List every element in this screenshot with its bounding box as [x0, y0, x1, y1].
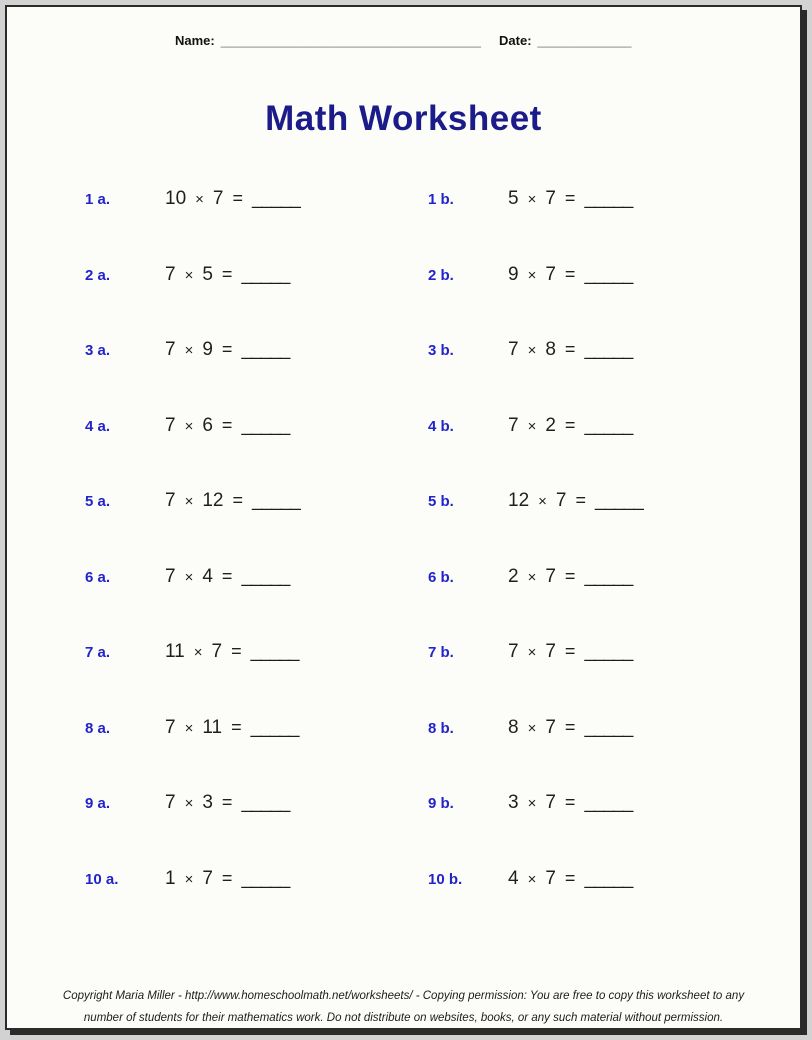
- multiply-icon: ×: [527, 795, 537, 812]
- factor-left: 7: [508, 641, 519, 662]
- answer-blank: _____: [241, 263, 290, 285]
- problem-cell: [428, 338, 800, 414]
- equals-sign: =: [221, 565, 233, 586]
- factor-left: 3: [508, 792, 519, 813]
- problem-cell: [428, 414, 800, 490]
- factor-right: 7: [545, 641, 556, 662]
- equals-sign: =: [564, 641, 576, 661]
- multiply-icon: ×: [184, 568, 194, 586]
- problem-cell: [428, 565, 800, 641]
- equals-sign: =: [221, 263, 233, 284]
- footer: [7, 985, 800, 1029]
- equals-sign: =: [232, 490, 243, 510]
- factor-right: 8: [545, 339, 556, 360]
- answer-blank: _____: [241, 565, 290, 587]
- problem-expression: [508, 187, 632, 211]
- answer-blank: _____: [584, 188, 633, 209]
- answer-blank: _____: [250, 641, 299, 662]
- answer-blank: _____: [241, 792, 290, 813]
- name-label: Name:: [175, 33, 215, 48]
- problem-cell: [428, 867, 800, 943]
- problem-cell: [85, 716, 428, 792]
- problem-expression: [165, 338, 289, 362]
- factor-left: 8: [508, 716, 519, 738]
- equals-sign: =: [231, 716, 242, 737]
- factor-right: 7: [545, 565, 556, 587]
- answer-blank: _____: [584, 414, 633, 436]
- problem-expression: [165, 867, 289, 891]
- problem-label: 9 a.: [85, 795, 111, 812]
- equals-sign: =: [221, 339, 233, 359]
- multiply-icon: ×: [184, 342, 194, 359]
- problem-label: 7 a.: [85, 644, 111, 661]
- factor-left: 1: [165, 867, 176, 889]
- problem-expression: [165, 640, 298, 664]
- equals-sign: =: [564, 263, 576, 284]
- problem-expression: [165, 716, 298, 740]
- factor-left: 7: [165, 414, 176, 436]
- problem-expression: [508, 716, 632, 740]
- multiply-icon: ×: [527, 870, 537, 888]
- factor-right: 6: [202, 414, 213, 436]
- factor-right: 2: [545, 414, 556, 436]
- problem-cell: [85, 867, 428, 943]
- multiply-icon: ×: [184, 266, 194, 284]
- problem-label: 5 a.: [85, 493, 111, 510]
- problem-label: 4 a.: [85, 417, 111, 435]
- factor-right: 3: [202, 792, 213, 813]
- multiply-icon: ×: [193, 644, 203, 661]
- problem-label: 10 b.: [428, 870, 463, 888]
- answer-blank: _____: [250, 716, 299, 738]
- factor-right: 11: [202, 716, 223, 738]
- multiply-icon: ×: [184, 870, 194, 888]
- problem-label: 1 b.: [428, 191, 454, 208]
- problem-expression: [508, 263, 632, 287]
- problem-label: 6 a.: [85, 568, 111, 586]
- problem-expression: [165, 791, 289, 815]
- problem-cell: [85, 791, 428, 867]
- problem-cell: [85, 489, 428, 565]
- factor-left: 4: [508, 867, 519, 889]
- answer-blank: _____: [241, 339, 290, 360]
- equals-sign: =: [564, 414, 576, 435]
- problem-expression: [508, 414, 632, 438]
- multiply-icon: ×: [527, 417, 537, 435]
- equals-sign: =: [564, 867, 576, 888]
- problem-expression: [165, 187, 300, 211]
- answer-blank: _____: [241, 414, 290, 436]
- problem-label: 2 b.: [428, 266, 454, 284]
- factor-right: 7: [545, 867, 556, 889]
- date-line: _____________: [537, 33, 632, 48]
- factor-left: 7: [165, 339, 176, 360]
- problem-label: 1 a.: [85, 191, 111, 208]
- answer-blank: _____: [252, 188, 300, 209]
- factor-right: 5: [202, 263, 213, 285]
- factor-left: 9: [508, 263, 519, 285]
- factor-right: 7: [545, 188, 556, 209]
- problems-grid: [85, 187, 800, 942]
- problem-cell: [428, 791, 800, 867]
- problem-cell: [428, 263, 800, 339]
- equals-sign: =: [564, 716, 576, 737]
- date-label: Date:: [499, 33, 532, 48]
- problem-label: 8 a.: [85, 719, 111, 737]
- multiply-icon: ×: [184, 493, 194, 510]
- factor-left: 7: [508, 339, 519, 360]
- equals-sign: =: [221, 414, 233, 435]
- factor-left: 7: [165, 792, 176, 813]
- problem-expression: [508, 338, 632, 362]
- answer-blank: _____: [584, 716, 633, 738]
- problem-expression: [508, 565, 632, 589]
- factor-left: 7: [165, 263, 176, 285]
- problem-cell: [85, 263, 428, 339]
- problem-cell: [428, 716, 800, 792]
- worksheet-page: [5, 5, 802, 1030]
- factor-right: 12: [202, 490, 224, 511]
- multiply-icon: ×: [527, 644, 537, 661]
- factor-right: 7: [545, 263, 556, 285]
- problem-expression: [508, 791, 632, 815]
- problem-label: 7 b.: [428, 644, 454, 661]
- problem-expression: [508, 640, 632, 664]
- factor-right: 7: [555, 490, 567, 511]
- factor-left: 11: [165, 641, 185, 662]
- factor-left: 5: [508, 188, 519, 209]
- answer-blank: _____: [584, 867, 633, 889]
- factor-left: 2: [508, 565, 519, 587]
- answer-blank: _____: [584, 792, 633, 813]
- problem-label: 10 a.: [85, 870, 119, 888]
- multiply-icon: ×: [184, 795, 194, 812]
- equals-sign: =: [564, 339, 576, 359]
- problem-label: 8 b.: [428, 719, 454, 737]
- factor-right: 4: [202, 565, 213, 587]
- equals-sign: =: [221, 867, 233, 888]
- problem-label: 5 b.: [428, 493, 454, 510]
- problem-label: 3 b.: [428, 342, 454, 359]
- footer-line-1: Copyright Maria Miller - http://www.homeschoolmath.net/worksheets/ - Copying permission: You are free to copy this worksheet to any: [62, 990, 745, 1002]
- problem-label: 9 b.: [428, 795, 454, 812]
- problem-label: 6 b.: [428, 568, 454, 586]
- multiply-icon: ×: [527, 568, 537, 586]
- answer-blank: _____: [252, 490, 300, 511]
- factor-left: 7: [508, 414, 519, 436]
- problem-cell: [85, 414, 428, 490]
- problem-label: 3 a.: [85, 342, 111, 359]
- factor-right: 7: [545, 716, 556, 738]
- problem-cell: [428, 187, 800, 263]
- multiply-icon: ×: [184, 719, 194, 737]
- problem-label: 4 b.: [428, 417, 454, 435]
- header: [175, 33, 632, 48]
- name-line: ____________________________________: [220, 33, 482, 48]
- multiply-icon: ×: [184, 417, 194, 435]
- problem-expression: [165, 489, 300, 513]
- problem-cell: [85, 640, 428, 716]
- factor-left: 10: [165, 188, 187, 209]
- answer-blank: _____: [241, 867, 290, 889]
- problem-cell: [428, 640, 800, 716]
- factor-right: 7: [211, 641, 223, 662]
- problem-cell: [428, 489, 800, 565]
- factor-right: 9: [202, 339, 213, 360]
- answer-blank: _____: [595, 490, 643, 511]
- equals-sign: =: [564, 792, 576, 812]
- problem-expression: [165, 565, 289, 589]
- page-title: Math Worksheet: [265, 99, 542, 138]
- answer-blank: _____: [584, 339, 633, 360]
- problem-expression: [165, 414, 289, 438]
- problem-expression: [508, 489, 643, 513]
- problem-expression: [165, 263, 289, 287]
- factor-right: 7: [202, 867, 213, 889]
- problem-cell: [85, 565, 428, 641]
- equals-sign: =: [232, 188, 243, 208]
- equals-sign: =: [221, 792, 233, 812]
- equals-sign: =: [564, 188, 576, 208]
- multiply-icon: ×: [538, 493, 547, 510]
- factor-left: 7: [165, 716, 176, 738]
- problem-cell: [85, 187, 428, 263]
- factor-left: 12: [508, 490, 530, 511]
- multiply-icon: ×: [527, 719, 537, 737]
- factor-left: 7: [165, 490, 176, 511]
- footer-line-2: number of students for their mathematics work. Do not distribute on websites, books, or any such material without permission.: [83, 1012, 724, 1024]
- equals-sign: =: [564, 565, 576, 586]
- problem-label: 2 a.: [85, 266, 111, 284]
- equals-sign: =: [575, 490, 586, 510]
- factor-right: 7: [545, 792, 556, 813]
- multiply-icon: ×: [527, 266, 537, 284]
- problem-cell: [85, 338, 428, 414]
- multiply-icon: ×: [527, 191, 537, 208]
- answer-blank: _____: [584, 565, 633, 587]
- problem-expression: [508, 867, 632, 891]
- answer-blank: _____: [584, 641, 633, 662]
- multiply-icon: ×: [195, 191, 204, 208]
- equals-sign: =: [231, 641, 242, 661]
- factor-right: 7: [212, 188, 224, 209]
- answer-blank: _____: [584, 263, 633, 285]
- multiply-icon: ×: [527, 342, 537, 359]
- factor-left: 7: [165, 565, 176, 587]
